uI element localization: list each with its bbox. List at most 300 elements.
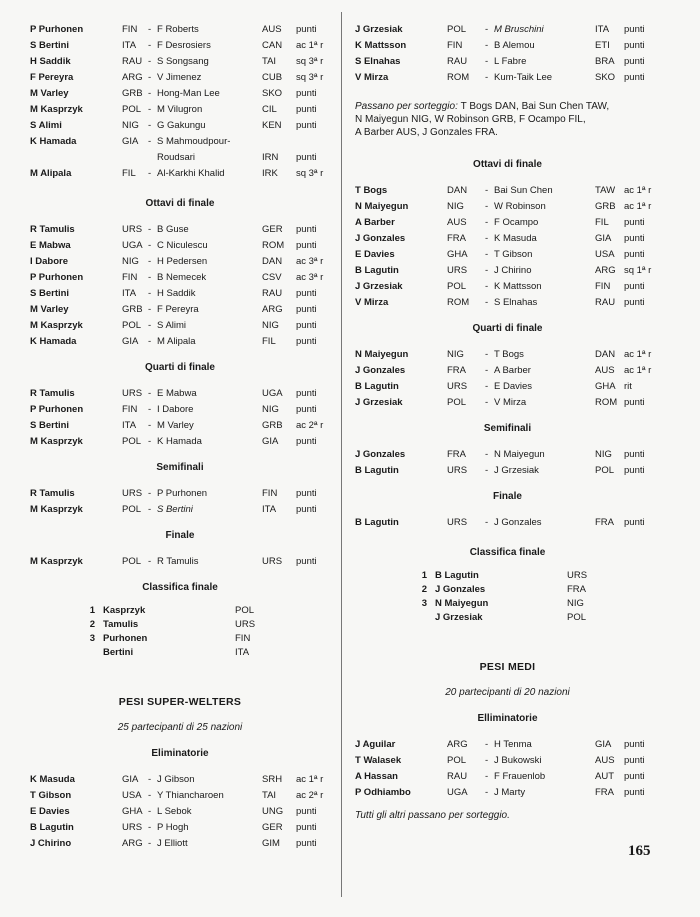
- right-category-subtitle: 20 partecipanti di 20 nazioni: [445, 687, 570, 698]
- bout-row: [30, 86, 330, 102]
- loser-country: GRB: [262, 420, 283, 431]
- result: ac 2ª r: [296, 420, 324, 431]
- loser-country: AUT: [595, 771, 614, 782]
- result: punti: [624, 72, 645, 83]
- loser-country: SKO: [595, 72, 616, 83]
- winner-country: RAU: [447, 56, 468, 67]
- winner-country: ROM: [447, 72, 470, 83]
- result: punti: [296, 388, 317, 399]
- bout-row: [30, 334, 330, 350]
- loser-name: J Gonzales: [494, 517, 542, 528]
- winner-name: S Bertini: [30, 420, 70, 431]
- winner-name: B Lagutin: [355, 465, 399, 476]
- winner-country: FRA: [447, 233, 466, 244]
- loser-country: TAI: [262, 790, 277, 801]
- bout-row: [355, 737, 660, 753]
- separator: -: [485, 397, 489, 408]
- loser-name: M Alipala: [157, 336, 196, 347]
- bout-row: [30, 554, 330, 570]
- loser-name: V Jimenez: [157, 72, 202, 83]
- result: punti: [296, 822, 317, 833]
- bout-row: [355, 769, 660, 785]
- winner-country: ARG: [122, 72, 143, 83]
- right-semi-title: Semifinali: [483, 423, 532, 434]
- winner-country: GIA: [122, 774, 139, 785]
- winner-name: K Hamada: [30, 136, 77, 147]
- result: punti: [296, 838, 317, 849]
- winner-name: K Hamada: [30, 336, 77, 347]
- result: punti: [296, 488, 317, 499]
- result: ac 1ª r: [624, 365, 652, 376]
- result: punti: [624, 739, 645, 750]
- winner-country: ROM: [447, 297, 470, 308]
- separator: -: [485, 297, 489, 308]
- bout-row: [355, 447, 660, 463]
- separator: -: [485, 56, 489, 67]
- winner-country: GRB: [122, 88, 143, 99]
- bout-row: [355, 279, 660, 295]
- winner-name: J Grzesiak: [355, 24, 403, 35]
- loser-country: NIG: [595, 449, 612, 460]
- separator: -: [485, 365, 489, 376]
- loser-name: E Davies: [494, 381, 533, 392]
- loser-name: N Maiyegun: [494, 449, 545, 460]
- athlete-country: ITA: [235, 647, 250, 658]
- loser-country: AUS: [262, 24, 282, 35]
- right-classifica-title: Classifica finale: [469, 547, 546, 558]
- left-category-title: PESI SUPER-WELTERS: [118, 696, 242, 708]
- left-top-bouts: [30, 22, 330, 182]
- winner-country: FIN: [447, 40, 463, 51]
- result: punti: [296, 436, 317, 447]
- loser-country: GER: [262, 224, 283, 235]
- loser-name: S Bertini: [157, 504, 193, 515]
- winner-name: J Grzesiak: [355, 281, 403, 292]
- loser-country: RAU: [595, 297, 616, 308]
- result: punti: [296, 240, 317, 251]
- bout-row: [355, 183, 660, 199]
- winner-name: V Mirza: [355, 72, 389, 83]
- bout-row: [30, 54, 330, 70]
- loser-name: T Bogs: [494, 349, 524, 360]
- bout-row: [30, 102, 330, 118]
- separator: -: [148, 88, 152, 99]
- loser-country: GRB: [595, 201, 616, 212]
- ranking-row: [355, 611, 660, 625]
- bout-row: [30, 772, 330, 788]
- page-number: 165: [628, 843, 651, 859]
- winner-name: J Gonzales: [355, 449, 406, 460]
- separator: -: [148, 488, 152, 499]
- winner-country: ITA: [122, 288, 137, 299]
- athlete-name: B Lagutin: [435, 570, 479, 581]
- rank: 1: [421, 570, 427, 581]
- winner-country: URS: [122, 822, 143, 833]
- winner-country: NIG: [447, 349, 464, 360]
- winner-name: M Alipala: [30, 168, 72, 179]
- right-category-title: PESI MEDI: [479, 661, 536, 673]
- winner-country: FIN: [122, 272, 138, 283]
- bout-row: [355, 263, 660, 279]
- left-column: [30, 22, 330, 852]
- separator: -: [485, 281, 489, 292]
- loser-name: H Pedersen: [157, 256, 208, 267]
- result: sq 3ª r: [296, 72, 324, 83]
- winner-country: FIL: [122, 168, 136, 179]
- loser-country: DAN: [595, 349, 616, 360]
- winner-name: M Kasprzyk: [30, 104, 83, 115]
- winner-country: FIN: [122, 24, 138, 35]
- loser-name: F Roberts: [157, 24, 199, 35]
- athlete-name: J Gonzales: [435, 584, 486, 595]
- ranking-row: [30, 618, 330, 632]
- winner-country: RAU: [447, 771, 468, 782]
- result: punti: [624, 24, 645, 35]
- loser-country: GIM: [262, 838, 280, 849]
- bout-row: [355, 295, 660, 311]
- loser-country: GIA: [595, 233, 612, 244]
- separator: -: [485, 201, 489, 212]
- loser-name: I Dabore: [157, 404, 194, 415]
- loser-country: ITA: [262, 504, 277, 515]
- loser-name: J Chirino: [494, 265, 532, 276]
- winner-country: URS: [122, 488, 143, 499]
- winner-name: S Elnahas: [355, 56, 401, 67]
- separator: -: [148, 240, 152, 251]
- loser-name: F Ocampo: [494, 217, 539, 228]
- athlete-country: NIG: [567, 598, 584, 609]
- separator: -: [485, 233, 489, 244]
- result: ac 1ª r: [624, 349, 652, 360]
- winner-name: E Mabwa: [30, 240, 71, 251]
- result: punti: [624, 281, 645, 292]
- result: punti: [624, 233, 645, 244]
- right-elim-bouts: [355, 737, 660, 801]
- right-finale-title: Finale: [493, 491, 522, 502]
- winner-name: P Odhiambo: [355, 787, 411, 798]
- bout-row: [355, 363, 660, 379]
- winner-country: FRA: [447, 365, 466, 376]
- separator: -: [485, 40, 489, 51]
- result: punti: [624, 517, 645, 528]
- ranking-row: [30, 632, 330, 646]
- draw-note-lead: Passano per sorteggio:: [355, 101, 458, 112]
- athlete-name: Bertini: [103, 647, 134, 658]
- separator: -: [485, 349, 489, 360]
- draw-note-line: A Barber AUS, J Gonzales FRA.: [355, 127, 498, 138]
- separator: -: [485, 24, 489, 35]
- right-elim-title: Elliminatorie: [477, 713, 538, 724]
- column-divider: [341, 12, 342, 897]
- loser-name: B Guse: [157, 224, 189, 235]
- separator: -: [148, 436, 152, 447]
- result: punti: [296, 152, 317, 163]
- loser-name: Hong-Man Lee: [157, 88, 220, 99]
- bout-row: [355, 785, 660, 801]
- bout-row: [30, 70, 330, 86]
- loser-name: K Mattsson: [494, 281, 542, 292]
- separator: -: [148, 790, 152, 801]
- left-ottavi-title: Ottavi di finale: [145, 198, 215, 209]
- left-elim-title: Eliminatorie: [151, 748, 209, 759]
- result: ac 2ª r: [296, 790, 324, 801]
- winner-name: S Bertini: [30, 288, 70, 299]
- loser-name: P Hogh: [157, 822, 189, 833]
- winner-country: FIN: [122, 404, 138, 415]
- bout-row: [30, 222, 330, 238]
- loser-country: AUS: [595, 365, 615, 376]
- athlete-country: POL: [567, 612, 587, 623]
- result: ac 3ª r: [296, 272, 324, 283]
- result: punti: [296, 336, 317, 347]
- athlete-country: FIN: [235, 633, 251, 644]
- loser-country: FIL: [595, 217, 609, 228]
- result: punti: [624, 217, 645, 228]
- separator: -: [148, 288, 152, 299]
- result: punti: [624, 56, 645, 67]
- left-finale-title: Finale: [165, 530, 195, 541]
- separator: -: [485, 185, 489, 196]
- loser-country: CUB: [262, 72, 283, 83]
- loser-name: H Saddik: [157, 288, 196, 299]
- result: ac 1ª r: [296, 774, 324, 785]
- bout-row: [30, 836, 330, 852]
- bout-row: [355, 463, 660, 479]
- loser-name: S Mahmoudpour-: [157, 136, 231, 147]
- loser-country: FIN: [595, 281, 611, 292]
- loser-name: J Elliott: [157, 838, 188, 849]
- winner-name: S Alimi: [30, 120, 62, 131]
- winner-country: POL: [122, 104, 142, 115]
- winner-name: T Gibson: [30, 790, 72, 801]
- loser-name: K Masuda: [494, 233, 537, 244]
- right-top-bouts: [355, 22, 660, 86]
- separator: -: [485, 517, 489, 528]
- loser-country: SRH: [262, 774, 283, 785]
- separator: -: [485, 449, 489, 460]
- loser-country: POL: [595, 465, 615, 476]
- athlete-country: POL: [235, 605, 255, 616]
- separator: -: [485, 787, 489, 798]
- athlete-name: J Grzesiak: [435, 612, 483, 623]
- winner-country: POL: [122, 504, 142, 515]
- result: punti: [624, 297, 645, 308]
- result: punti: [624, 397, 645, 408]
- loser-name: M Bruschini: [494, 24, 544, 35]
- winner-country: GHA: [122, 806, 143, 817]
- winner-country: NIG: [122, 120, 139, 131]
- bout-row: [30, 38, 330, 54]
- winner-country: URS: [447, 381, 468, 392]
- loser-name: R Tamulis: [157, 556, 199, 567]
- result: punti: [296, 806, 317, 817]
- winner-country: ARG: [447, 739, 468, 750]
- winner-name: E Davies: [355, 249, 395, 260]
- result: ac 1ª r: [624, 185, 652, 196]
- athlete-country: FRA: [567, 584, 586, 595]
- winner-name: B Lagutin: [355, 517, 399, 528]
- separator: -: [148, 388, 152, 399]
- loser-name: B Nemecek: [157, 272, 207, 283]
- winner-name: M Kasprzyk: [30, 504, 83, 515]
- bout-row: [355, 70, 660, 86]
- athlete-name: N Maiyegun: [435, 598, 489, 609]
- right-column: [355, 22, 660, 822]
- separator: -: [148, 320, 152, 331]
- bout-row: [355, 395, 660, 411]
- winner-country: GIA: [122, 336, 139, 347]
- separator: -: [148, 56, 152, 67]
- right-quarti-bouts: [355, 347, 660, 411]
- loser-name: J Grzesiak: [494, 465, 539, 476]
- loser-name: K Hamada: [157, 436, 202, 447]
- winner-country: AUS: [447, 217, 467, 228]
- bout-row: [355, 515, 660, 531]
- bout-row: [30, 166, 330, 182]
- result: punti: [624, 449, 645, 460]
- winner-name: I Dabore: [30, 256, 69, 267]
- rank: 3: [421, 598, 427, 609]
- loser-country: FRA: [595, 787, 614, 798]
- loser-name: G Gakungu: [157, 120, 206, 131]
- ranking-row: [355, 583, 660, 597]
- loser-country: ARG: [595, 265, 616, 276]
- winner-country: ITA: [122, 420, 137, 431]
- loser-name: F Pereyra: [157, 304, 199, 315]
- separator: -: [485, 771, 489, 782]
- bout-row: [355, 199, 660, 215]
- result: punti: [624, 771, 645, 782]
- loser-country: IRK: [262, 168, 278, 179]
- loser-country: RAU: [262, 288, 283, 299]
- right-classifica: [355, 569, 660, 625]
- winner-country: GHA: [447, 249, 468, 260]
- bout-row: [30, 286, 330, 302]
- right-quarti-title: Quarti di finale: [472, 323, 543, 334]
- closing-note: Tutti gli altri passano per sorteggio.: [355, 810, 510, 821]
- loser-name: S Songsang: [157, 56, 209, 67]
- bout-row: [355, 231, 660, 247]
- draw-note-line: T Bogs DAN, Bai Sun Chen TAW,: [460, 101, 610, 112]
- bout-row: [355, 215, 660, 231]
- loser-name: C Niculescu: [157, 240, 208, 251]
- winner-country: DAN: [447, 185, 468, 196]
- loser-country: GIA: [595, 739, 612, 750]
- loser-name: J Gibson: [157, 774, 195, 785]
- left-ottavi-bouts: [30, 222, 330, 350]
- winner-country: ITA: [122, 40, 137, 51]
- loser-country: UNG: [262, 806, 284, 817]
- separator: -: [485, 72, 489, 83]
- separator: -: [485, 265, 489, 276]
- loser-country: AUS: [595, 755, 615, 766]
- loser-name: B Alemou: [494, 40, 535, 51]
- right-ottavi-title: Ottavi di finale: [473, 159, 542, 170]
- bout-row: [355, 22, 660, 38]
- winner-name: B Lagutin: [30, 822, 74, 833]
- loser-country: CSV: [262, 272, 282, 283]
- result: sq 3ª r: [296, 56, 324, 67]
- winner-country: POL: [447, 281, 467, 292]
- rank: 2: [89, 619, 95, 630]
- loser-name: M Vilugron: [157, 104, 203, 115]
- loser-name: Roudsari: [157, 152, 196, 163]
- winner-name: V Mirza: [355, 297, 389, 308]
- rank: 3: [89, 633, 95, 644]
- winner-country: URS: [447, 265, 468, 276]
- bout-row: [30, 270, 330, 286]
- winner-name: J Gonzales: [355, 233, 406, 244]
- separator: -: [485, 755, 489, 766]
- bout-row: [30, 134, 330, 150]
- separator: -: [485, 739, 489, 750]
- loser-name: A Barber: [494, 365, 531, 376]
- loser-country: CIL: [262, 104, 277, 115]
- winner-country: POL: [447, 397, 467, 408]
- ranking-row: [355, 569, 660, 583]
- bout-row: [355, 379, 660, 395]
- left-quarti-title: Quarti di finale: [144, 362, 215, 373]
- separator: -: [148, 40, 152, 51]
- bout-row: [30, 238, 330, 254]
- ranking-row: [30, 604, 330, 618]
- winner-country: POL: [122, 320, 142, 331]
- separator: -: [148, 420, 152, 431]
- result: punti: [296, 556, 317, 567]
- winner-country: URS: [122, 388, 143, 399]
- separator: -: [485, 465, 489, 476]
- result: punti: [624, 40, 645, 51]
- winner-country: ARG: [122, 838, 143, 849]
- separator: -: [148, 304, 152, 315]
- bout-row: [30, 804, 330, 820]
- loser-name: Kum-Taik Lee: [494, 72, 553, 83]
- loser-country: IRN: [262, 152, 279, 163]
- winner-country: RAU: [122, 56, 143, 67]
- rank: 1: [89, 605, 95, 616]
- bout-row: [30, 118, 330, 134]
- separator: -: [485, 381, 489, 392]
- left-quarti-bouts: [30, 386, 330, 450]
- winner-country: URS: [447, 517, 468, 528]
- loser-name: L Sebok: [157, 806, 192, 817]
- left-semi-bouts: [30, 486, 330, 518]
- winner-name: R Tamulis: [30, 388, 75, 399]
- loser-name: P Purhonen: [157, 488, 208, 499]
- result: sq 3ª r: [296, 168, 324, 179]
- winner-name: N Maiyegun: [355, 201, 409, 212]
- bout-row: [30, 318, 330, 334]
- winner-country: GIA: [122, 136, 139, 147]
- winner-name: M Varley: [30, 304, 69, 315]
- right-semi-bouts: [355, 447, 660, 479]
- left-classifica-title: Classifica finale: [142, 582, 218, 593]
- loser-name: Al-Karkhi Khalid: [157, 168, 225, 179]
- right-finale-bouts: [355, 515, 660, 531]
- separator: -: [148, 838, 152, 849]
- winner-name: F Pereyra: [30, 72, 74, 83]
- separator: -: [148, 256, 152, 267]
- loser-country: FIN: [262, 488, 278, 499]
- winner-country: POL: [447, 755, 467, 766]
- loser-country: CAN: [262, 40, 283, 51]
- loser-name: W Robinson: [494, 201, 546, 212]
- left-finale-bouts: [30, 554, 330, 570]
- loser-country: URS: [262, 556, 283, 567]
- winner-country: POL: [122, 436, 142, 447]
- winner-name: J Gonzales: [355, 365, 406, 376]
- bout-row: [30, 254, 330, 270]
